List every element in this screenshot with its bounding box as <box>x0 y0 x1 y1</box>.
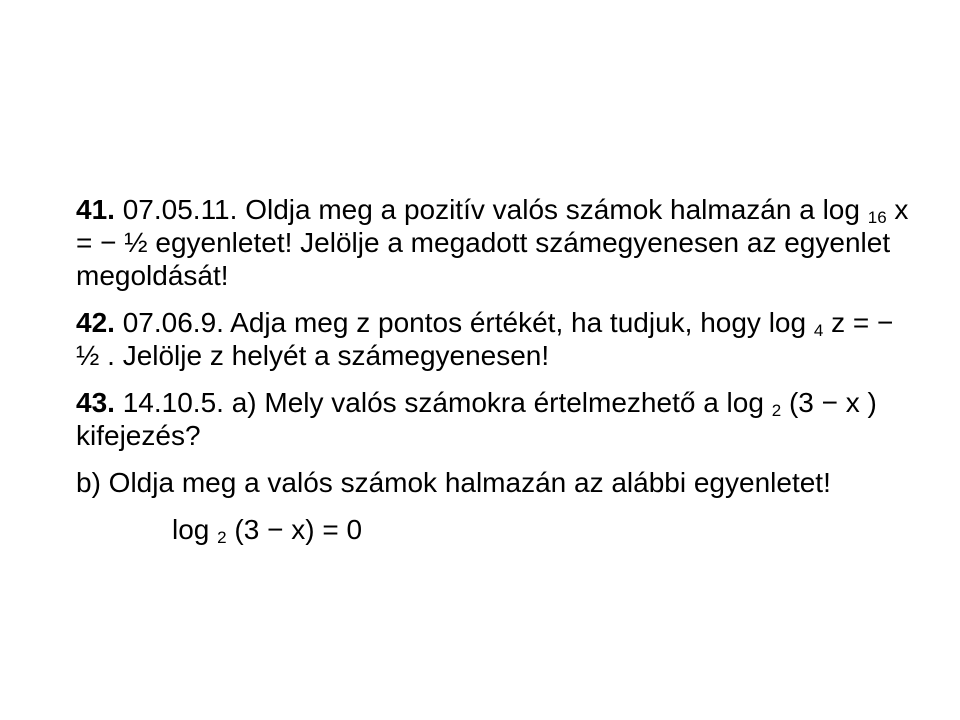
slide-content <box>76 193 916 560</box>
problem-number: 43. <box>76 387 115 418</box>
problem-text: (3 − x ) kifejezés? <box>76 387 877 451</box>
problem-code: 07.05.11. <box>114 194 238 225</box>
problem-number: 41. <box>76 194 115 225</box>
log-base: 2 <box>217 528 227 547</box>
problem-41 <box>76 193 916 292</box>
problem-code: 07.06.9. <box>114 307 224 338</box>
equation-suffix: (3 − x) = 0 <box>226 514 363 545</box>
log-base: 2 <box>771 401 782 420</box>
equation <box>76 513 916 546</box>
problem-text: Adja meg z pontos értékét, ha tudjuk, hogy log <box>223 307 814 338</box>
problem-text: Oldja meg a pozitív valós számok halmazán a log <box>237 194 868 225</box>
equation-prefix: log <box>172 514 218 545</box>
problem-43-part-b: b) Oldja meg a valós számok halmazán az alábbi egyenletet! <box>76 467 831 498</box>
problem-text: z = − ½ . Jelölje z helyét a számegyenesen! <box>76 307 894 371</box>
problem-text: a) Mely valós számokra értelmezhető a log <box>223 387 772 418</box>
problem-43 <box>76 386 916 452</box>
problem-text: x = − ½ egyenletet! Jelölje a megadott számegyenesen az egyenlet megoldását! <box>76 194 909 291</box>
log-base: 4 <box>813 321 824 340</box>
problem-42 <box>76 306 916 372</box>
problem-number: 42. <box>76 307 115 338</box>
problem-code: 14.10.5. <box>114 387 224 418</box>
log-base: 16 <box>867 208 887 227</box>
